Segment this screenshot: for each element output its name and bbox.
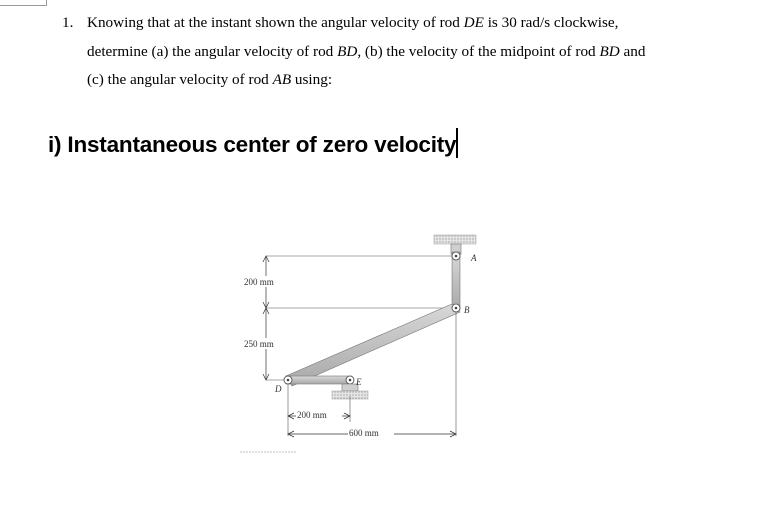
mechanism-figure bbox=[226, 226, 486, 458]
rod-ab bbox=[452, 252, 460, 310]
problem-number: 1. bbox=[62, 14, 74, 31]
problem-line-2: determine (a) the angular velocity of rod BD, (b) the velocity of the midpoint of rod BD and bbox=[87, 42, 646, 60]
label-e: E bbox=[356, 377, 362, 387]
dim-600mm-horizontal: 600 mm bbox=[349, 428, 379, 438]
text-cursor bbox=[456, 128, 458, 158]
problem-line-1: Knowing that at the instant shown the angular velocity of rod DE is 30 rad/s clockwise, bbox=[87, 14, 619, 31]
top-support bbox=[434, 235, 476, 244]
label-b: B bbox=[464, 305, 470, 315]
dim-200mm-horizontal: 200 mm bbox=[297, 410, 327, 420]
page-corner-mark bbox=[0, 0, 47, 6]
rod-de bbox=[286, 376, 352, 384]
dim-250mm-vertical: 250 mm bbox=[244, 339, 274, 349]
problem-line-3: (c) the angular velocity of rod AB using: bbox=[87, 71, 333, 88]
label-a: A bbox=[471, 253, 477, 263]
mechanism-diagram bbox=[226, 226, 486, 458]
section-heading bbox=[48, 128, 458, 158]
rod-bd bbox=[286, 304, 460, 386]
dim-200mm-vertical: 200 mm bbox=[244, 277, 274, 287]
label-d: D bbox=[275, 384, 282, 394]
problem-statement bbox=[62, 9, 752, 95]
section-heading-text: i) Instantaneous center of zero velocity bbox=[48, 132, 457, 157]
